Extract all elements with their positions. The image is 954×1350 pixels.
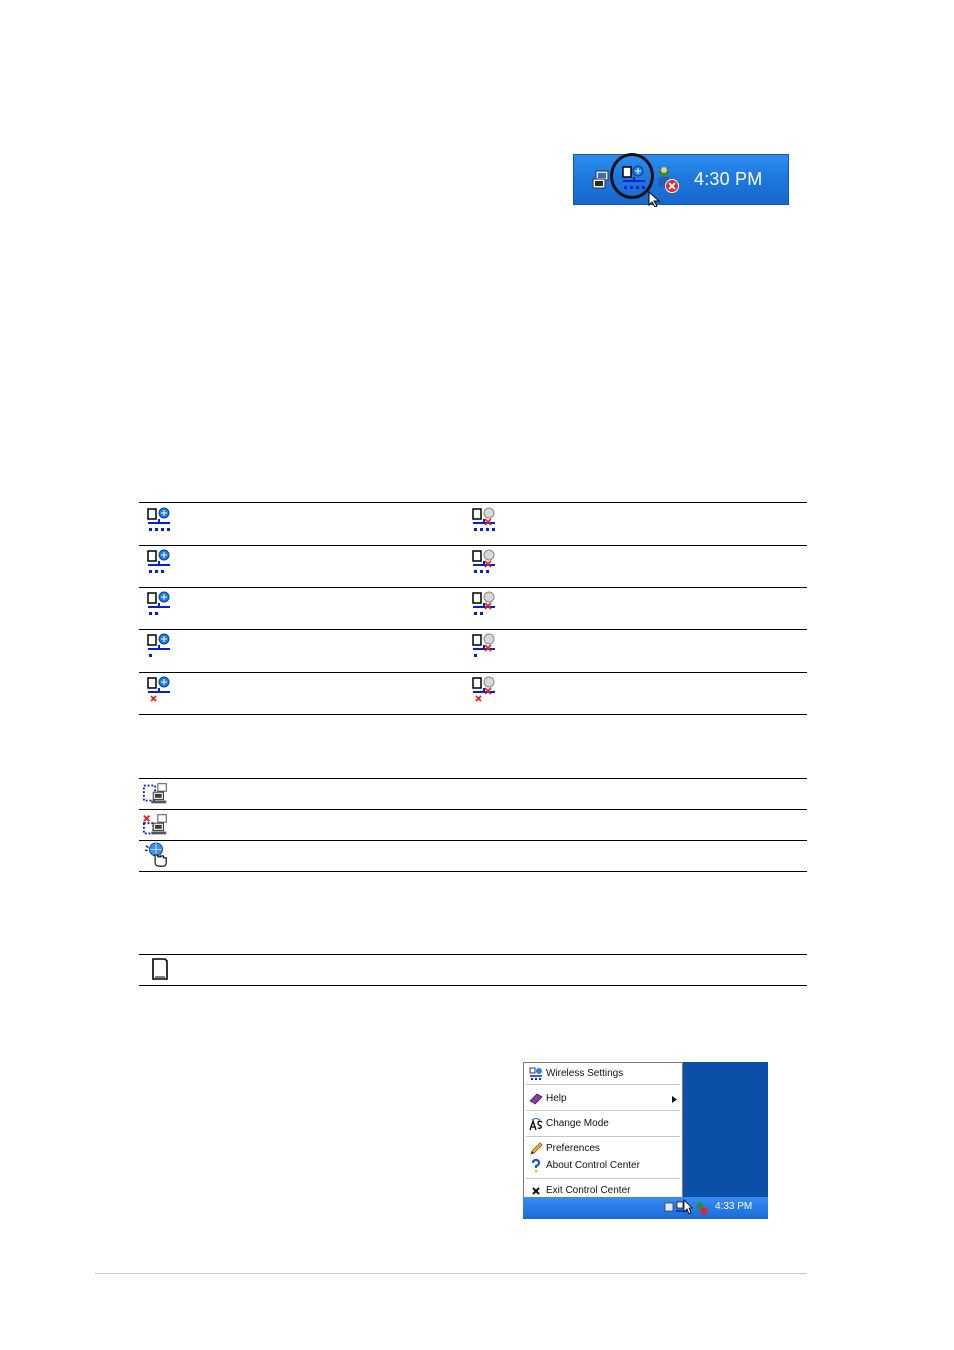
context-menu — [523, 1062, 683, 1203]
mouse-cursor-icon — [683, 1199, 693, 1215]
desktop-background — [683, 1062, 768, 1197]
close-x-icon — [529, 1184, 543, 1198]
question-icon — [529, 1159, 543, 1173]
wireless-signal-poor-icon — [145, 633, 173, 659]
menu-separator — [526, 1084, 680, 1085]
submenu-arrow-icon — [672, 1096, 677, 1103]
taskbar-clock: 4:30 PM — [694, 169, 763, 189]
menu-item-preferences[interactable] — [526, 1141, 680, 1157]
menu-item-label: Change Mode — [546, 1118, 609, 1129]
wireless-settings-icon — [529, 1067, 543, 1081]
taskbar-clock: 4:33 PM — [715, 1201, 753, 1212]
table-rule — [139, 809, 807, 810]
wireless-signal-fair-icon — [145, 591, 173, 617]
menu-separator — [526, 1110, 680, 1111]
network-disconnected-icon — [142, 812, 170, 838]
menu-item-label: Help — [546, 1093, 567, 1104]
menu-item-label: About Control Center — [546, 1160, 640, 1171]
table-rule — [139, 985, 807, 986]
pencil-icon — [529, 1142, 543, 1156]
change-mode-icon — [529, 1117, 543, 1131]
table-rule — [139, 871, 807, 872]
menu-separator — [526, 1178, 680, 1179]
menu-item-wireless-settings[interactable] — [526, 1066, 680, 1082]
help-book-icon — [529, 1092, 543, 1106]
wireless-signal-none-icon — [145, 676, 173, 702]
wireless-signal-good-no-internet-icon — [470, 549, 498, 575]
table-rule — [139, 778, 807, 779]
taskbar-strip — [523, 1197, 768, 1219]
table-rule — [139, 672, 807, 673]
wireless-signal-excellent-icon — [145, 507, 173, 533]
wireless-signal-none-no-internet-icon — [470, 676, 498, 702]
table-rule — [139, 714, 807, 715]
table-rule — [139, 840, 807, 841]
table-rule — [139, 545, 807, 546]
menu-item-label: Preferences — [546, 1143, 600, 1154]
network-monitor-icon[interactable] — [592, 169, 612, 191]
user-disconnected-icon[interactable] — [656, 165, 680, 195]
card-adapter-icon — [146, 957, 174, 983]
wireless-signal-good-icon — [145, 549, 173, 575]
table-rule — [139, 954, 807, 955]
network-searching-icon — [142, 842, 170, 868]
network-connected-icon — [142, 781, 170, 807]
menu-separator — [526, 1136, 680, 1137]
menu-item-about[interactable] — [526, 1158, 680, 1174]
wireless-signal-fair-no-internet-icon — [470, 591, 498, 617]
page-footer-rule — [95, 1273, 807, 1274]
menu-item-change-mode[interactable] — [526, 1116, 680, 1132]
table-rule — [139, 502, 807, 503]
menu-item-help[interactable] — [526, 1091, 680, 1107]
menu-item-label: Wireless Settings — [546, 1068, 624, 1079]
taskbar-screenshot — [573, 154, 789, 205]
menu-item-label: Exit Control Center — [546, 1185, 631, 1196]
table-rule — [139, 587, 807, 588]
wireless-signal-excellent-no-internet-icon — [470, 507, 498, 533]
table-rule — [139, 629, 807, 630]
context-menu-screenshot — [523, 1062, 768, 1219]
wireless-signal-poor-no-internet-icon — [470, 633, 498, 659]
